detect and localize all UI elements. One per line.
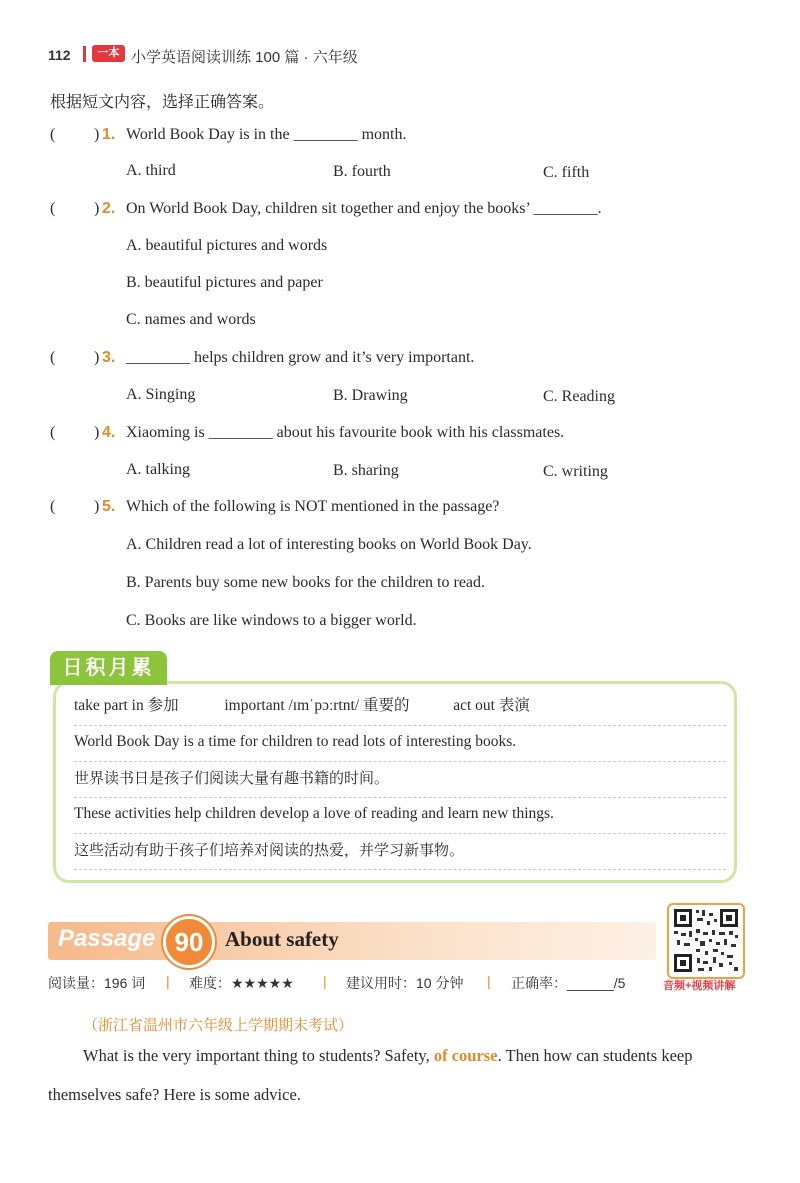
answer-paren-close: ) bbox=[94, 349, 100, 366]
meta-separator: | bbox=[323, 973, 327, 989]
accuracy-total: /5 bbox=[613, 975, 626, 991]
question-number: 2. bbox=[102, 200, 116, 217]
option-c: C. names and words bbox=[126, 311, 256, 328]
option-c: C. Reading bbox=[543, 388, 615, 405]
option-c: C. fifth bbox=[543, 164, 590, 181]
difficulty-stars: ★★★★★ bbox=[231, 975, 294, 991]
passage-source: （浙江省温州市六年级上学期期末考试） bbox=[83, 1016, 354, 1034]
vocab-sentence: World Book Day is a time for children to read lots of interesting books. bbox=[74, 726, 726, 762]
vocab-word: act out 表演 bbox=[453, 697, 530, 714]
option-a: A. talking bbox=[126, 461, 190, 478]
answer-paren-close: ) bbox=[94, 424, 100, 441]
question-number: 1. bbox=[102, 126, 116, 143]
option-b: B. Drawing bbox=[333, 387, 408, 404]
option-c: C. writing bbox=[543, 463, 608, 480]
option-a: A. Children read a lot of interesting books on World Book Day. bbox=[126, 536, 532, 553]
question-text: Xiaoming is ________ about his favourite book with his classmates. bbox=[126, 424, 565, 441]
header-divider bbox=[83, 46, 86, 62]
answer-paren-close: ) bbox=[94, 200, 100, 217]
vocab-title: 日积月累 bbox=[62, 657, 155, 679]
accuracy-blank[interactable]: ______ bbox=[567, 975, 614, 991]
suggested-time: 建议用时：10 分钟 bbox=[346, 975, 464, 991]
meta-separator: | bbox=[166, 973, 170, 989]
accuracy-label: 正确率： bbox=[511, 975, 567, 991]
answer-paren-open[interactable]: ( bbox=[50, 498, 56, 515]
accuracy bbox=[511, 973, 625, 993]
passage-text: . Then how can students keep bbox=[497, 1046, 693, 1065]
question-number: 4. bbox=[102, 424, 116, 441]
option-b: B. beautiful pictures and paper bbox=[126, 274, 323, 291]
question-number: 5. bbox=[102, 498, 116, 515]
qr-label: 音频+视频讲解 bbox=[663, 980, 736, 992]
vocab-sentence: These activities help children develop a love of reading and learn new things. bbox=[74, 798, 726, 834]
option-a: A. Singing bbox=[126, 386, 196, 403]
passage-text: What is the very important thing to students? Safety, bbox=[83, 1046, 434, 1065]
vocab-translation: 这些活动有助于孩子们培养对阅读的热爱，并学习新事物。 bbox=[74, 834, 726, 870]
answer-paren-close: ) bbox=[94, 126, 100, 143]
passage-number-badge bbox=[163, 916, 215, 968]
question-text: ________ helps children grow and it’s very important. bbox=[126, 349, 475, 366]
book-logo: 一本 bbox=[92, 45, 125, 62]
answer-paren-open[interactable]: ( bbox=[50, 126, 56, 143]
word-count: 阅读量：196 词 bbox=[48, 975, 146, 991]
question-number: 3. bbox=[102, 349, 116, 366]
question-text: World Book Day is in the ________ month. bbox=[126, 126, 407, 143]
qr-code-icon bbox=[669, 905, 743, 977]
question-text: Which of the following is NOT mentioned in the passage? bbox=[126, 498, 500, 515]
passage-paragraph-line bbox=[83, 1046, 692, 1066]
difficulty-label: 难度： bbox=[189, 975, 231, 991]
vocab-word: take part in 参加 bbox=[74, 697, 179, 714]
option-b: B. sharing bbox=[333, 462, 399, 479]
meta-separator: | bbox=[487, 973, 491, 989]
instruction: 根据短文内容，选择正确答案。 bbox=[50, 94, 275, 111]
vocab-translation: 世界读书日是孩子们阅读大量有趣书籍的时间。 bbox=[74, 762, 726, 798]
passage-label: Passage bbox=[58, 925, 156, 952]
answer-paren-open[interactable]: ( bbox=[50, 424, 56, 441]
passage-number: 90 bbox=[174, 927, 204, 957]
passage-title: About safety bbox=[225, 927, 339, 951]
vocab-box bbox=[53, 681, 737, 883]
option-b: B. Parents buy some new books for the children to read. bbox=[126, 574, 486, 591]
answer-paren-close: ) bbox=[94, 498, 100, 515]
highlight-phrase: of course bbox=[433, 1046, 498, 1065]
qr-code[interactable] bbox=[667, 903, 745, 979]
option-c: C. Books are like windows to a bigger world. bbox=[126, 612, 417, 629]
option-b: B. fourth bbox=[333, 163, 391, 180]
difficulty bbox=[189, 973, 294, 993]
option-a: A. third bbox=[126, 162, 176, 179]
answer-paren-open[interactable]: ( bbox=[50, 200, 56, 217]
passage-paragraph-line: themselves safe? Here is some advice. bbox=[48, 1085, 301, 1104]
page-number: 112 bbox=[48, 47, 71, 63]
vocab-tab bbox=[50, 651, 167, 685]
answer-paren-open[interactable]: ( bbox=[50, 349, 56, 366]
question-text: On World Book Day, children sit together and enjoy the books’ ________. bbox=[126, 200, 602, 217]
book-title: 小学英语阅读训练 100 篇 · 六年级 bbox=[131, 49, 358, 66]
vocab-word: important /ɪmˈpɔːrtnt/ 重要的 bbox=[224, 697, 410, 714]
option-a: A. beautiful pictures and words bbox=[126, 237, 328, 254]
vocab-words-line bbox=[74, 690, 726, 726]
